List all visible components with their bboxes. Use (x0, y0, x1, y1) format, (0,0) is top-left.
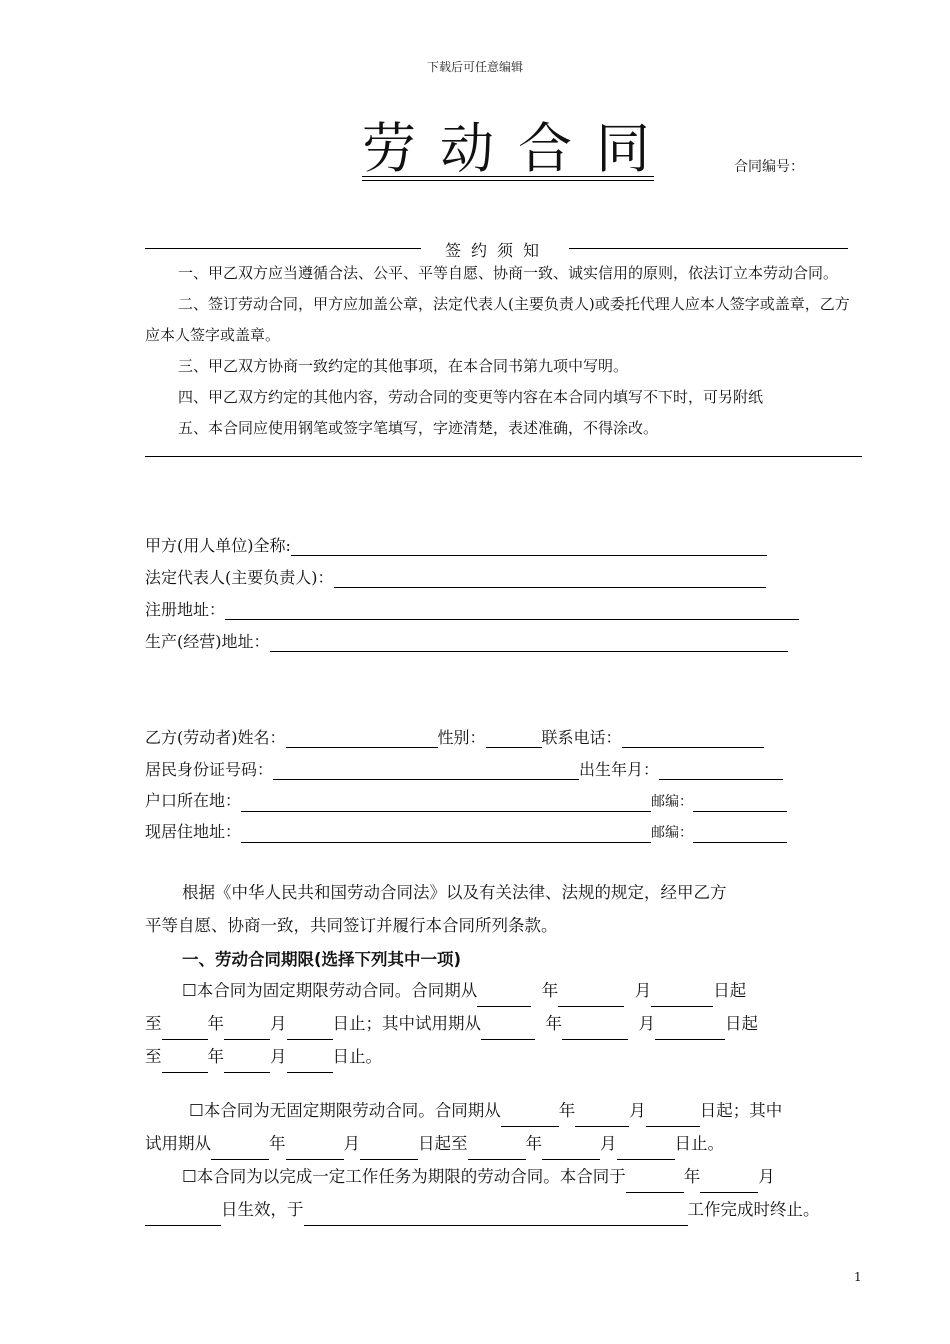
party-b-hukou-postcode-label: 邮编： (651, 794, 694, 810)
party-b-hukou-postcode-field[interactable] (693, 795, 787, 812)
party-b-hukou-row (145, 791, 787, 812)
field-probation-start-day[interactable] (360, 1143, 418, 1160)
field-start-year[interactable] (501, 1110, 559, 1127)
option-open-ended (145, 1094, 865, 1160)
field-probation-end-day[interactable] (617, 1143, 675, 1160)
party-b-id-label: 居民身份证号码： (145, 760, 274, 779)
notice-heading (145, 238, 848, 260)
party-a-reg-addr-field[interactable] (225, 603, 799, 620)
option-text: 日生效，于 (221, 1200, 304, 1219)
field-start-month[interactable] (575, 1110, 629, 1127)
party-b-residence-row (145, 822, 787, 843)
field-probation-end-month[interactable] (224, 1056, 270, 1073)
to-label: 至 (145, 1014, 162, 1033)
to-label: 至 (145, 1047, 162, 1066)
title-underline-double (362, 180, 654, 181)
party-b-birth-field[interactable] (659, 763, 783, 780)
year-label: 年 (207, 1014, 224, 1033)
month-label: 月 (343, 1134, 360, 1153)
year-label: 年 (269, 1134, 286, 1153)
party-a-rep-row (145, 568, 766, 588)
party-a-name-label: 甲方(用人单位)全称: (145, 536, 291, 555)
field-probation-start-day[interactable] (655, 1023, 725, 1040)
field-probation-start-month[interactable] (286, 1143, 344, 1160)
field-probation-end-year[interactable] (162, 1056, 208, 1073)
preamble (145, 876, 865, 942)
party-a-rep-field[interactable] (334, 571, 766, 588)
month-label: 月 (270, 1047, 287, 1066)
party-b-phone-field[interactable] (622, 731, 764, 748)
notice-item: 四、甲乙双方约定的其他内容，劳动合同的变更等内容在本合同内填写不下时，可另附纸 (178, 388, 764, 406)
field-probation-end-year[interactable] (468, 1143, 526, 1160)
party-b-birth-label: 出生年月： (579, 760, 660, 779)
party-b-residence-field[interactable] (241, 826, 651, 843)
month-label: 月 (758, 1167, 775, 1186)
option-fixed-term (145, 974, 865, 1073)
party-a-biz-addr-field[interactable] (270, 635, 788, 652)
notice-bottom-rule (145, 456, 862, 457)
field-start-year[interactable] (477, 990, 531, 1007)
notice-item: 二、签订劳动合同，甲方应加盖公章，法定代表人(主要负责人)或委托代理人应本人签字或盖章，乙方应本人签字或盖章。 (145, 295, 850, 344)
title-underline (362, 176, 654, 177)
year-label: 年 (545, 1014, 562, 1033)
year-label: 年 (541, 981, 559, 1000)
option-text: 日止；其中试用期从 (332, 1014, 481, 1033)
field-probation-end-day[interactable] (287, 1056, 333, 1073)
party-b-residence-label: 现居住地址： (145, 822, 242, 841)
party-b-gender-field[interactable] (486, 731, 542, 748)
notice-item: 三、甲乙双方协商一致约定的其他事项，在本合同书第九项中写明。 (178, 357, 629, 375)
year-label: 年 (558, 1101, 576, 1120)
month-label: 月 (270, 1014, 287, 1033)
day-from-label: 日起 (713, 981, 747, 1000)
month-label: 月 (634, 981, 652, 1000)
field-start-day[interactable] (646, 1110, 700, 1127)
party-b-gender-label: 性别： (437, 728, 486, 747)
month-label: 月 (629, 1101, 646, 1120)
field-start-day[interactable] (651, 990, 713, 1007)
field-probation-start-year[interactable] (481, 1023, 535, 1040)
checkbox-open-ended[interactable]: ☐ (189, 1101, 204, 1120)
preamble-line: 根据《中华人民共和国劳动合同法》以及有关法律、法规的规定，经甲乙方 (182, 883, 727, 902)
month-label: 月 (638, 1014, 655, 1033)
party-a-reg-addr-label: 注册地址： (145, 600, 226, 619)
party-a-biz-addr-label: 生产(经营)地址： (145, 632, 270, 651)
section-1-heading: 一、劳动合同期限(选择下列其中一项) (182, 950, 462, 969)
option-text: 本合同为无固定期限劳动合同。合同期从 (203, 1101, 501, 1120)
option-text: 日起；其中 (699, 1101, 783, 1120)
option-text: 本合同为固定期限劳动合同。合同期从 (196, 981, 478, 1000)
day-from-to-label: 日起至 (418, 1134, 468, 1153)
field-probation-start-month[interactable] (562, 1023, 628, 1040)
notice-rule-right (569, 248, 848, 249)
party-b-phone-label: 联系电话： (541, 728, 622, 747)
option-text: 试用期从 (145, 1134, 211, 1153)
year-label: 年 (683, 1167, 701, 1186)
field-end-year[interactable] (162, 1023, 208, 1040)
checkbox-task-based[interactable]: ☐ (182, 1167, 197, 1186)
page-number: 1 (854, 1270, 862, 1284)
field-start-month[interactable] (558, 990, 624, 1007)
party-b-id-row (145, 760, 783, 780)
party-a-biz-addr-row (145, 632, 788, 652)
year-label: 年 (525, 1134, 542, 1153)
document-title: 劳动合同 (362, 117, 674, 180)
party-a-name-field[interactable] (291, 539, 767, 556)
option-text: 本合同为以完成一定工作任务为期限的劳动合同。本合同于 (196, 1167, 626, 1186)
party-b-id-field[interactable] (273, 763, 579, 780)
day-to-label: 日止。 (674, 1134, 724, 1153)
field-effective-day[interactable] (145, 1209, 221, 1226)
option-task-based (145, 1160, 865, 1226)
field-probation-end-month[interactable] (542, 1143, 600, 1160)
notice-heading-label: 签约须知 (444, 241, 549, 260)
field-effective-year[interactable] (626, 1176, 684, 1193)
party-b-hukou-field[interactable] (241, 795, 651, 812)
field-end-month[interactable] (224, 1023, 270, 1040)
party-a-rep-label: 法定代表人(主要负责人)： (145, 568, 334, 587)
year-label: 年 (207, 1047, 224, 1066)
party-a-reg-addr-row (145, 600, 799, 620)
notice-item: 五、本合同应使用钢笔或签字笔填写，字迹清楚，表述准确，不得涂改。 (178, 419, 659, 437)
field-effective-month[interactable] (700, 1176, 758, 1193)
field-probation-start-year[interactable] (211, 1143, 269, 1160)
notice-items (145, 258, 850, 444)
party-b-name-row (145, 728, 764, 748)
month-label: 月 (600, 1134, 617, 1153)
notice-rule-left (145, 248, 421, 249)
notice-item: 一、甲乙双方应当遵循合法、公平、平等自愿、协商一致、诚实信用的原则，依法订立本劳动合同。 (178, 264, 839, 282)
day-to-label: 日止。 (332, 1047, 382, 1066)
party-b-residence-postcode-field[interactable] (693, 826, 787, 843)
field-end-day[interactable] (287, 1023, 333, 1040)
day-from-label: 日起 (725, 1014, 758, 1033)
party-a-name-row (145, 536, 767, 556)
checkbox-fixed-term[interactable]: ☐ (182, 981, 197, 1000)
preamble-line: 平等自愿、协商一致，共同签订并履行本合同所列条款。 (145, 916, 558, 935)
field-task-description[interactable] (304, 1209, 688, 1226)
header-note: 下载后可任意编辑 (426, 60, 523, 74)
party-b-name-label: 乙方(劳动者)姓名： (145, 728, 286, 747)
option-text: 工作完成时终止。 (687, 1200, 820, 1219)
contract-number-label: 合同编号： (734, 159, 804, 175)
party-b-residence-postcode-label: 邮编： (651, 825, 694, 841)
party-b-name-field[interactable] (286, 731, 438, 748)
party-b-hukou-label: 户口所在地： (145, 791, 242, 810)
